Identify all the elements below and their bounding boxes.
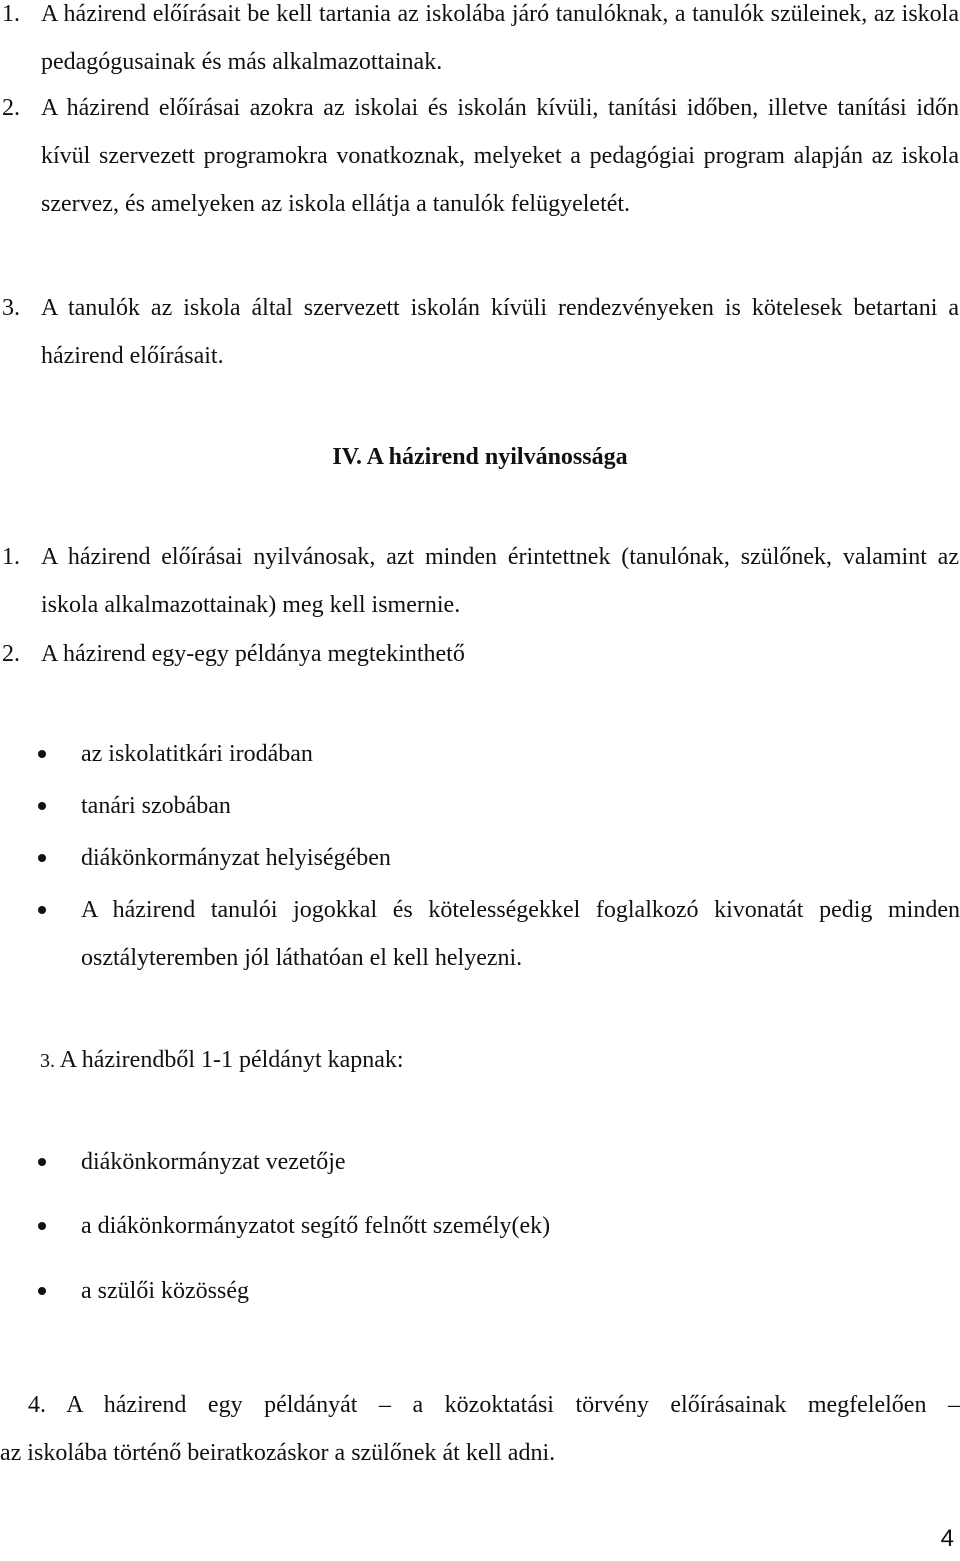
bullet-icon <box>38 750 46 758</box>
list-item: diákönkormányzat vezetője <box>0 1138 960 1186</box>
bullet-icon <box>38 906 46 914</box>
bullet-icon <box>38 1158 46 1166</box>
publicity-item-1 <box>0 533 960 629</box>
item-number: 1. <box>2 544 20 570</box>
item-text: A házirend előírásait be kell tartania az iskolába járó tanulóknak, a tanulók szüleinek, az iskola pedagógusainak és más alkalmazottainak. <box>41 1 959 75</box>
rule-item-1 <box>0 0 960 86</box>
list-item: az iskolatitkári irodában <box>0 730 960 778</box>
bullet-icon <box>38 1222 46 1230</box>
list-item: a szülői közösség <box>0 1267 960 1315</box>
publicity-item-3 <box>40 1040 404 1081</box>
rule-item-2 <box>0 84 960 228</box>
bullet-icon <box>38 802 46 810</box>
section-heading: IV. A házirend nyilvánossága <box>332 444 628 470</box>
item-text: A tanulók az iskola által szervezett iskolán kívüli rendezvényeken is kötelesek betartani a házirend előírásait. <box>41 295 959 369</box>
item-number: 2. <box>2 95 20 121</box>
item-text-line-2: az iskolába történő beiratkozáskor a szülőnek át kell adni. <box>0 1440 556 1466</box>
list-item: a diákönkormányzatot segítő felnőtt személy(ek) <box>0 1202 960 1250</box>
bullet-icon <box>38 1287 46 1295</box>
item-number: 3. <box>2 295 20 321</box>
item-number: 3. <box>40 1050 55 1072</box>
rule-item-3 <box>0 284 960 380</box>
item-number: 1. <box>2 1 20 27</box>
publicity-item-2 <box>0 630 960 678</box>
item-text: A házirend előírásai nyilvánosak, azt minden érintettnek (tanulónak, szülőnek, valamint az iskola alkalmazottainak) meg kell ismernie. <box>41 544 959 618</box>
item-number: 2. <box>2 641 20 667</box>
item-text-line-1: 4. A házirend egy példányát – a közoktatási törvény előírásainak megfelelően – <box>28 1392 960 1418</box>
item-text: A házirendből 1-1 példányt kapnak: <box>59 1047 404 1073</box>
list-item: tanári szobában <box>0 782 960 830</box>
list-item: diákönkormányzat helyiségében <box>0 834 960 882</box>
item-text: A házirend előírásai azokra az iskolai és iskolán kívüli, tanítási időben, illetve tanítási időn kívül szervezett programokra vonatkoznak, melyeket a pedagógiai program alapján az iskola szervez, és amelyeken az iskola ellátja a tanulók felügyeletét. <box>41 95 959 217</box>
list-item: A házirend tanulói jogokkal és kötelességekkel foglalkozó kivonatát pedig minden osztályteremben jól láthatóan el kell helyezni. <box>0 886 960 982</box>
item-text: A házirend egy-egy példánya megtekinthető <box>41 641 465 667</box>
publicity-item-4 <box>0 1381 960 1477</box>
page-number: 4 <box>940 1525 954 1552</box>
bullet-icon <box>38 854 46 862</box>
